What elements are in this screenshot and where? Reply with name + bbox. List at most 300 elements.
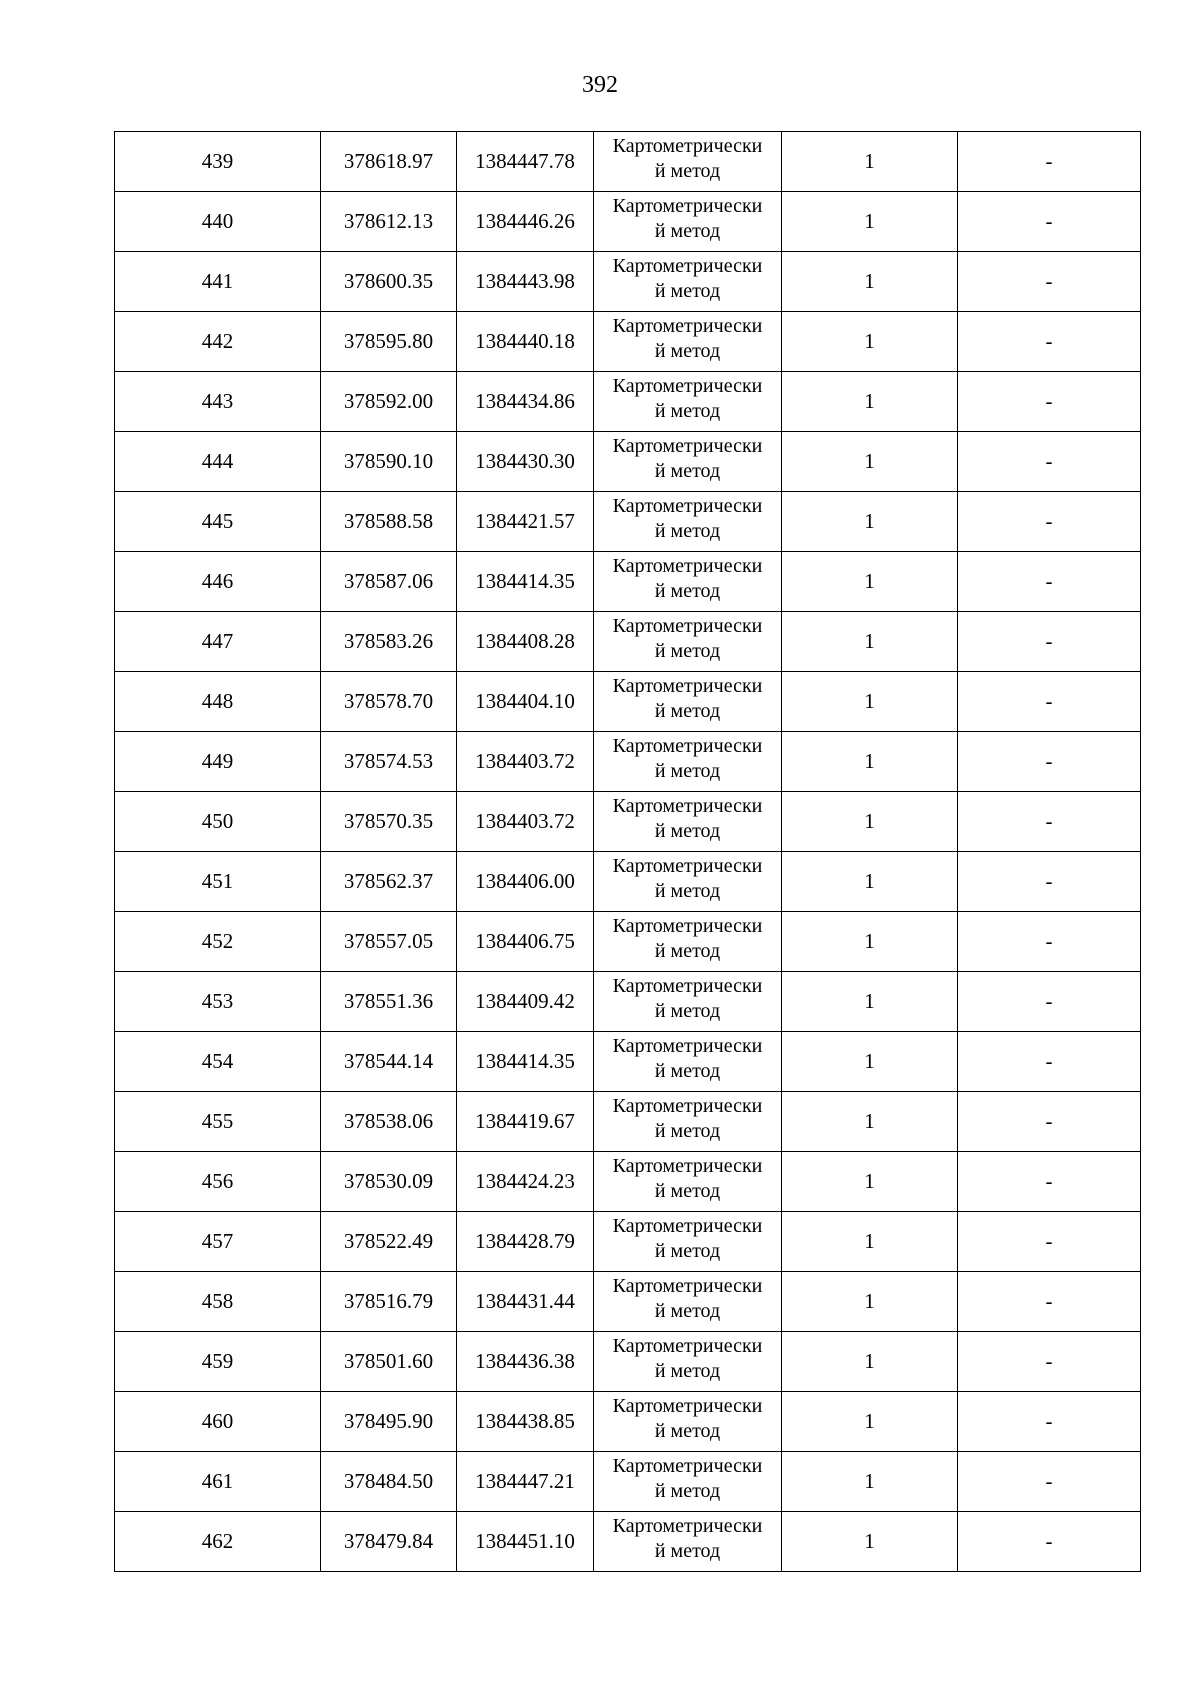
x-coordinate-cell <box>321 492 457 552</box>
note-cell <box>958 1332 1141 1392</box>
x-coordinate: 378592.00 <box>343 389 434 413</box>
y-coordinate: 1384428.79 <box>475 1229 575 1253</box>
method-line-1: Картометрически <box>612 795 763 817</box>
x-coordinate: 378595.80 <box>343 329 434 353</box>
note-value: - <box>1045 269 1053 293</box>
method-cell <box>594 1092 782 1152</box>
table-row <box>115 192 1141 252</box>
point-number: 442 <box>201 329 234 353</box>
method-line-2: й метод <box>654 220 721 242</box>
y-coordinate: 1384414.35 <box>475 569 575 593</box>
method-line-1: Картометрически <box>612 855 763 877</box>
method-line-2: й метод <box>654 340 721 362</box>
accuracy-cell <box>782 1452 958 1512</box>
method-line-1: Картометрически <box>612 555 763 577</box>
note-value: - <box>1045 509 1053 533</box>
accuracy-cell <box>782 192 958 252</box>
accuracy-cell <box>782 492 958 552</box>
y-coordinate-cell <box>457 852 594 912</box>
method-line-1: Картометрически <box>612 435 763 457</box>
point-number-cell <box>115 1272 321 1332</box>
method-line-1: Картометрически <box>612 1095 763 1117</box>
note-cell <box>958 732 1141 792</box>
note-value: - <box>1045 149 1053 173</box>
accuracy-value: 1 <box>864 509 875 533</box>
x-coordinate-cell <box>321 312 457 372</box>
x-coordinate-cell <box>321 1272 457 1332</box>
table-row <box>115 432 1141 492</box>
accuracy-cell <box>782 972 958 1032</box>
accuracy-value: 1 <box>864 1109 875 1133</box>
y-coordinate-cell <box>457 1392 594 1452</box>
method-line-1: Картометрически <box>612 1395 763 1417</box>
note-value: - <box>1045 1109 1053 1133</box>
note-value: - <box>1045 329 1053 353</box>
method-cell <box>594 312 782 372</box>
accuracy-value: 1 <box>864 449 875 473</box>
table-row <box>115 1392 1141 1452</box>
accuracy-value: 1 <box>864 929 875 953</box>
method-line-2: й метод <box>654 1120 721 1142</box>
note-value: - <box>1045 809 1053 833</box>
table-row <box>115 1512 1141 1572</box>
accuracy-value: 1 <box>864 1289 875 1313</box>
method-line-1: Картометрически <box>612 375 763 397</box>
method-cell <box>594 1392 782 1452</box>
point-number-cell <box>115 1512 321 1572</box>
note-cell <box>958 1092 1141 1152</box>
note-value: - <box>1045 749 1053 773</box>
accuracy-cell <box>782 1272 958 1332</box>
x-coordinate: 378538.06 <box>343 1109 434 1133</box>
method-line-2: й метод <box>654 460 721 482</box>
point-number: 456 <box>201 1169 234 1193</box>
page-number: 392 <box>582 72 618 98</box>
table-row <box>115 552 1141 612</box>
point-number-cell <box>115 552 321 612</box>
point-number: 452 <box>201 929 234 953</box>
y-coordinate: 1384430.30 <box>475 449 575 473</box>
note-value: - <box>1045 1469 1053 1493</box>
y-coordinate: 1384451.10 <box>475 1529 575 1553</box>
method-cell <box>594 972 782 1032</box>
point-number-cell <box>115 972 321 1032</box>
x-coordinate: 378544.14 <box>343 1049 434 1073</box>
y-coordinate-cell <box>457 732 594 792</box>
x-coordinate: 378618.97 <box>343 149 434 173</box>
accuracy-value: 1 <box>864 749 875 773</box>
accuracy-value: 1 <box>864 1169 875 1193</box>
point-number: 440 <box>201 209 234 233</box>
accuracy-cell <box>782 852 958 912</box>
method-line-1: Картометрически <box>612 255 763 277</box>
accuracy-cell <box>782 252 958 312</box>
method-line-1: Картометрически <box>612 195 763 217</box>
note-cell <box>958 252 1141 312</box>
table-row <box>115 1032 1141 1092</box>
note-cell <box>958 1392 1141 1452</box>
point-number-cell <box>115 1332 321 1392</box>
y-coordinate: 1384403.72 <box>475 749 575 773</box>
x-coordinate: 378578.70 <box>343 689 434 713</box>
method-cell <box>594 1272 782 1332</box>
note-cell <box>958 1272 1141 1332</box>
note-cell <box>958 312 1141 372</box>
x-coordinate: 378557.05 <box>343 929 434 953</box>
x-coordinate: 378479.84 <box>343 1529 434 1553</box>
method-line-2: й метод <box>654 760 721 782</box>
x-coordinate: 378570.35 <box>343 809 434 833</box>
method-cell <box>594 732 782 792</box>
y-coordinate-cell <box>457 1332 594 1392</box>
table-row <box>115 912 1141 972</box>
y-coordinate: 1384414.35 <box>475 1049 575 1073</box>
note-cell <box>958 372 1141 432</box>
x-coordinate-cell <box>321 732 457 792</box>
table-row <box>115 972 1141 1032</box>
table-row <box>115 792 1141 852</box>
x-coordinate: 378516.79 <box>343 1289 434 1313</box>
method-cell <box>594 612 782 672</box>
note-value: - <box>1045 1409 1053 1433</box>
point-number-cell <box>115 1152 321 1212</box>
point-number-cell <box>115 1212 321 1272</box>
accuracy-cell <box>782 1512 958 1572</box>
method-line-2: й метод <box>654 1420 721 1442</box>
method-line-2: й метод <box>654 1360 721 1382</box>
x-coordinate-cell <box>321 1512 457 1572</box>
y-coordinate-cell <box>457 1272 594 1332</box>
y-coordinate-cell <box>457 672 594 732</box>
note-value: - <box>1045 389 1053 413</box>
method-line-2: й метод <box>654 520 721 542</box>
y-coordinate: 1384438.85 <box>475 1409 575 1433</box>
point-number: 453 <box>201 989 234 1013</box>
accuracy-value: 1 <box>864 389 875 413</box>
x-coordinate-cell <box>321 432 457 492</box>
accuracy-cell <box>782 1212 958 1272</box>
method-line-1: Картометрически <box>612 1335 763 1357</box>
x-coordinate-cell <box>321 252 457 312</box>
table-row <box>115 732 1141 792</box>
y-coordinate: 1384421.57 <box>475 509 575 533</box>
y-coordinate-cell <box>457 492 594 552</box>
table-row <box>115 672 1141 732</box>
x-coordinate-cell <box>321 1092 457 1152</box>
accuracy-cell <box>782 372 958 432</box>
table-row <box>115 1452 1141 1512</box>
table-row <box>115 852 1141 912</box>
x-coordinate-cell <box>321 792 457 852</box>
note-cell <box>958 1452 1141 1512</box>
note-value: - <box>1045 449 1053 473</box>
accuracy-value: 1 <box>864 629 875 653</box>
y-coordinate-cell <box>457 432 594 492</box>
x-coordinate-cell <box>321 372 457 432</box>
method-line-2: й метод <box>654 160 721 182</box>
method-line-1: Картометрически <box>612 1215 763 1237</box>
point-number-cell <box>115 492 321 552</box>
accuracy-cell <box>782 1032 958 1092</box>
method-cell <box>594 912 782 972</box>
x-coordinate-cell <box>321 612 457 672</box>
y-coordinate-cell <box>457 612 594 672</box>
point-number: 446 <box>201 569 234 593</box>
y-coordinate-cell <box>457 1212 594 1272</box>
note-value: - <box>1045 569 1053 593</box>
method-line-2: й метод <box>654 1060 721 1082</box>
point-number: 454 <box>201 1049 234 1073</box>
method-cell <box>594 1152 782 1212</box>
note-value: - <box>1045 209 1053 233</box>
table-row <box>115 612 1141 672</box>
accuracy-cell <box>782 552 958 612</box>
method-cell <box>594 252 782 312</box>
method-cell <box>594 852 782 912</box>
note-value: - <box>1045 1529 1053 1553</box>
note-cell <box>958 192 1141 252</box>
method-line-1: Картометрически <box>612 495 763 517</box>
method-line-1: Картометрически <box>612 735 763 757</box>
note-value: - <box>1045 1049 1053 1073</box>
point-number: 439 <box>201 149 234 173</box>
accuracy-value: 1 <box>864 1529 875 1553</box>
method-cell <box>594 432 782 492</box>
accuracy-value: 1 <box>864 329 875 353</box>
x-coordinate-cell <box>321 192 457 252</box>
note-cell <box>958 1212 1141 1272</box>
note-cell <box>958 132 1141 192</box>
method-line-2: й метод <box>654 280 721 302</box>
table-row <box>115 372 1141 432</box>
accuracy-value: 1 <box>864 569 875 593</box>
table-row <box>115 1272 1141 1332</box>
method-line-1: Картометрически <box>612 315 763 337</box>
point-number-cell <box>115 372 321 432</box>
point-number: 459 <box>201 1349 234 1373</box>
point-number: 447 <box>201 629 234 653</box>
point-number-cell <box>115 1032 321 1092</box>
note-cell <box>958 792 1141 852</box>
table-row <box>115 252 1141 312</box>
x-coordinate: 378562.37 <box>343 869 434 893</box>
note-value: - <box>1045 989 1053 1013</box>
point-number-cell <box>115 432 321 492</box>
method-cell <box>594 792 782 852</box>
y-coordinate-cell <box>457 312 594 372</box>
method-line-2: й метод <box>654 400 721 422</box>
accuracy-value: 1 <box>864 1229 875 1253</box>
note-cell <box>958 612 1141 672</box>
x-coordinate: 378501.60 <box>343 1349 434 1373</box>
method-cell <box>594 1332 782 1392</box>
accuracy-value: 1 <box>864 869 875 893</box>
accuracy-value: 1 <box>864 269 875 293</box>
accuracy-cell <box>782 1332 958 1392</box>
y-coordinate-cell <box>457 1092 594 1152</box>
x-coordinate-cell <box>321 1332 457 1392</box>
accuracy-cell <box>782 132 958 192</box>
x-coordinate-cell <box>321 1152 457 1212</box>
point-number: 448 <box>201 689 234 713</box>
method-cell <box>594 1452 782 1512</box>
accuracy-cell <box>782 732 958 792</box>
note-value: - <box>1045 689 1053 713</box>
method-line-2: й метод <box>654 640 721 662</box>
y-coordinate-cell <box>457 252 594 312</box>
point-number-cell <box>115 1092 321 1152</box>
point-number-cell <box>115 1392 321 1452</box>
y-coordinate: 1384409.42 <box>475 989 575 1013</box>
y-coordinate-cell <box>457 912 594 972</box>
method-cell <box>594 132 782 192</box>
point-number: 445 <box>201 509 234 533</box>
accuracy-value: 1 <box>864 989 875 1013</box>
method-line-1: Картометрически <box>612 135 763 157</box>
note-value: - <box>1045 929 1053 953</box>
method-cell <box>594 492 782 552</box>
accuracy-value: 1 <box>864 809 875 833</box>
x-coordinate: 378612.13 <box>343 209 434 233</box>
y-coordinate-cell <box>457 1452 594 1512</box>
accuracy-value: 1 <box>864 149 875 173</box>
y-coordinate-cell <box>457 132 594 192</box>
x-coordinate: 378588.58 <box>343 509 434 533</box>
y-coordinate: 1384406.00 <box>475 869 575 893</box>
x-coordinate: 378522.49 <box>343 1229 434 1253</box>
method-line-2: й метод <box>654 820 721 842</box>
point-number-cell <box>115 912 321 972</box>
x-coordinate-cell <box>321 1452 457 1512</box>
point-number: 457 <box>201 1229 234 1253</box>
note-cell <box>958 852 1141 912</box>
x-coordinate: 378587.06 <box>343 569 434 593</box>
y-coordinate: 1384436.38 <box>475 1349 575 1373</box>
y-coordinate: 1384408.28 <box>475 629 575 653</box>
point-number-cell <box>115 1452 321 1512</box>
method-line-2: й метод <box>654 1000 721 1022</box>
table-row <box>115 1092 1141 1152</box>
method-line-2: й метод <box>654 1300 721 1322</box>
table-row <box>115 1332 1141 1392</box>
method-line-2: й метод <box>654 1180 721 1202</box>
note-value: - <box>1045 1289 1053 1313</box>
note-cell <box>958 1032 1141 1092</box>
point-number: 443 <box>201 389 234 413</box>
point-number: 458 <box>201 1289 234 1313</box>
accuracy-value: 1 <box>864 209 875 233</box>
point-number-cell <box>115 792 321 852</box>
note-cell <box>958 552 1141 612</box>
method-line-2: й метод <box>654 1240 721 1262</box>
x-coordinate-cell <box>321 672 457 732</box>
y-coordinate-cell <box>457 1512 594 1572</box>
method-line-2: й метод <box>654 1480 721 1502</box>
point-number: 461 <box>201 1469 234 1493</box>
point-number: 455 <box>201 1109 234 1133</box>
method-cell <box>594 552 782 612</box>
y-coordinate: 1384446.26 <box>475 209 575 233</box>
point-number: 449 <box>201 749 234 773</box>
method-cell <box>594 192 782 252</box>
y-coordinate: 1384434.86 <box>475 389 575 413</box>
note-cell <box>958 672 1141 732</box>
point-number: 450 <box>201 809 234 833</box>
accuracy-cell <box>782 1152 958 1212</box>
note-value: - <box>1045 1349 1053 1373</box>
y-coordinate-cell <box>457 552 594 612</box>
y-coordinate: 1384431.44 <box>475 1289 575 1313</box>
accuracy-value: 1 <box>864 1409 875 1433</box>
note-cell <box>958 432 1141 492</box>
accuracy-cell <box>782 672 958 732</box>
x-coordinate-cell <box>321 1032 457 1092</box>
x-coordinate: 378484.50 <box>343 1469 434 1493</box>
note-value: - <box>1045 1169 1053 1193</box>
y-coordinate-cell <box>457 192 594 252</box>
x-coordinate: 378590.10 <box>343 449 434 473</box>
note-cell <box>958 1152 1141 1212</box>
x-coordinate: 378574.53 <box>343 749 434 773</box>
method-line-2: й метод <box>654 700 721 722</box>
y-coordinate-cell <box>457 372 594 432</box>
method-cell <box>594 672 782 732</box>
accuracy-cell <box>782 432 958 492</box>
method-line-2: й метод <box>654 580 721 602</box>
method-cell <box>594 1212 782 1272</box>
x-coordinate-cell <box>321 972 457 1032</box>
note-value: - <box>1045 869 1053 893</box>
point-number-cell <box>115 252 321 312</box>
x-coordinate-cell <box>321 132 457 192</box>
point-number-cell <box>115 192 321 252</box>
y-coordinate: 1384419.67 <box>475 1109 575 1133</box>
point-number-cell <box>115 132 321 192</box>
y-coordinate-cell <box>457 1032 594 1092</box>
table-row <box>115 492 1141 552</box>
coordinates-table-body <box>115 132 1141 1572</box>
point-number: 462 <box>201 1529 234 1553</box>
method-cell <box>594 1032 782 1092</box>
x-coordinate-cell <box>321 912 457 972</box>
x-coordinate: 378551.36 <box>343 989 434 1013</box>
method-cell <box>594 372 782 432</box>
y-coordinate-cell <box>457 972 594 1032</box>
accuracy-cell <box>782 1392 958 1452</box>
y-coordinate-cell <box>457 792 594 852</box>
accuracy-cell <box>782 612 958 672</box>
y-coordinate: 1384406.75 <box>475 929 575 953</box>
y-coordinate: 1384403.72 <box>475 809 575 833</box>
x-coordinate-cell <box>321 852 457 912</box>
table-row <box>115 1152 1141 1212</box>
table-row <box>115 312 1141 372</box>
y-coordinate: 1384404.10 <box>475 689 575 713</box>
point-number: 451 <box>201 869 234 893</box>
point-number-cell <box>115 672 321 732</box>
accuracy-value: 1 <box>864 1349 875 1373</box>
x-coordinate-cell <box>321 1212 457 1272</box>
note-cell <box>958 1512 1141 1572</box>
method-line-2: й метод <box>654 1540 721 1562</box>
point-number-cell <box>115 312 321 372</box>
y-coordinate: 1384447.21 <box>475 1469 575 1493</box>
accuracy-value: 1 <box>864 1049 875 1073</box>
table-row <box>115 132 1141 192</box>
point-number: 460 <box>201 1409 234 1433</box>
method-line-1: Картометрически <box>612 1515 763 1537</box>
note-cell <box>958 972 1141 1032</box>
